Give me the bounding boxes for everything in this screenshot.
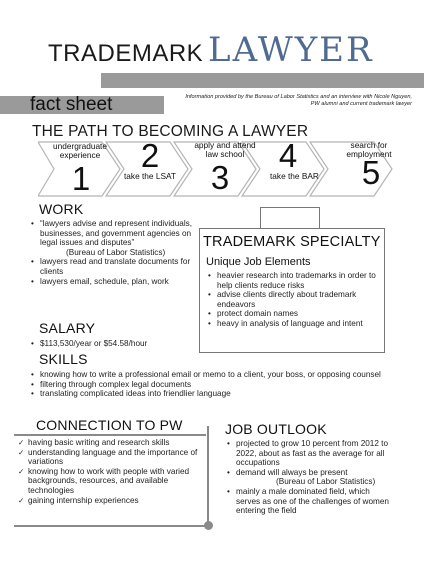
specialty-item-1: • heavier research into trademarks in order to help clients reduce risks [207,271,379,290]
specialty-item-4: • heavy in analysis of language and intent [207,319,379,329]
title-lawyer: LAWYER [208,30,374,70]
connection-rule-top [14,434,206,436]
work-heading: WORK [39,201,84,217]
outlook-heading: JOB OUTLOOK [225,421,327,437]
step-4-text: take the BAR [270,171,319,181]
salary-item: • $113,530/year or $54.58/hour [30,339,200,349]
connection-rule-bottom [14,525,210,527]
path-heading: THE PATH TO BECOMING A LAWYER [32,123,309,140]
step-3-number: 3 [210,159,230,196]
header-rule-top [101,73,424,88]
connection-heading: CONNECTION TO PW [36,417,183,433]
skills-item-3: • translating complicated ideas into friendlier language [30,389,386,399]
source-credit: Information provided by the Bureau of Labor Statistics and an interview with Nicole Nguyen, PW alumni and current trademark lawyer [185,94,412,107]
title-trademark: TRADEMARK [48,40,204,67]
step-1-number: 1 [71,160,91,197]
work-item-1: • “lawyers advise and represent individuals, businesses, and government agencies on legal issues and disputes” (Bureau of Labor Statistics) [30,219,195,257]
specialty-subheading: Unique Job Elements [206,256,311,268]
specialty-item-2: • advise clients directly about trademark endeavors [207,290,379,309]
work-section [30,219,195,286]
connection-item-4: ✓ gaining internship experiences [16,496,206,506]
skills-item-1: • knowing how to write a professional email or memo to a client, your boss, or opposing counsel [30,370,386,380]
connection-item-2: ✓ understanding language and the importance of variations [16,448,206,467]
step-3-text: apply and attend law school [194,140,256,159]
outlook-item-2: • demand will always be present (Bureau of Labor Statistics) [226,468,396,487]
salary-heading: SALARY [39,320,96,336]
subtitle-fact-sheet: fact sheet [30,94,113,115]
skills-section [30,370,386,399]
skills-item-2: • filtering through complex legal documents [30,380,386,390]
outlook-item-1: • projected to grow 10 percent from 2012 to 2022, about as fast as the average for all occupations [226,439,396,468]
connection-item-1: ✓ having basic writing and research skills [16,438,206,448]
connection-item-3: ✓ knowing how to work with people with varied backgrounds, resources, and available technologies [16,467,206,496]
step-5-text: search for employment [346,140,392,159]
specialty-heading: TRADEMARK SPECIALTY [203,234,381,250]
step-2-number: 2 [140,137,160,174]
outlook-citation: (Bureau of Labor Statistics) [276,477,376,487]
step-1-text: undergraduate experience [53,141,107,160]
work-item-2: • lawyers read and translate documents for clients [30,257,195,276]
step-2-text: take the LSAT [124,171,176,181]
work-citation: (Bureau of Labor Statistics) [66,247,166,257]
outlook-item-3: • mainly a male dominated field, which serves as one of the challenges of women entering the field [226,487,396,516]
skills-heading: SKILLS [39,351,88,367]
connection-section [16,438,206,505]
specialty-bracket [260,207,320,229]
connection-rule-dot [204,521,213,530]
step-4-number: 4 [278,137,298,174]
outlook-section [226,439,396,516]
connection-rule-vertical [207,426,209,526]
step-5-number: 5 [361,154,381,191]
salary-section [30,339,200,349]
specialty-item-3: • protect domain names [207,309,379,319]
specialty-section [207,271,379,329]
work-item-3: • lawyers email, schedule, plan, work [30,277,195,287]
